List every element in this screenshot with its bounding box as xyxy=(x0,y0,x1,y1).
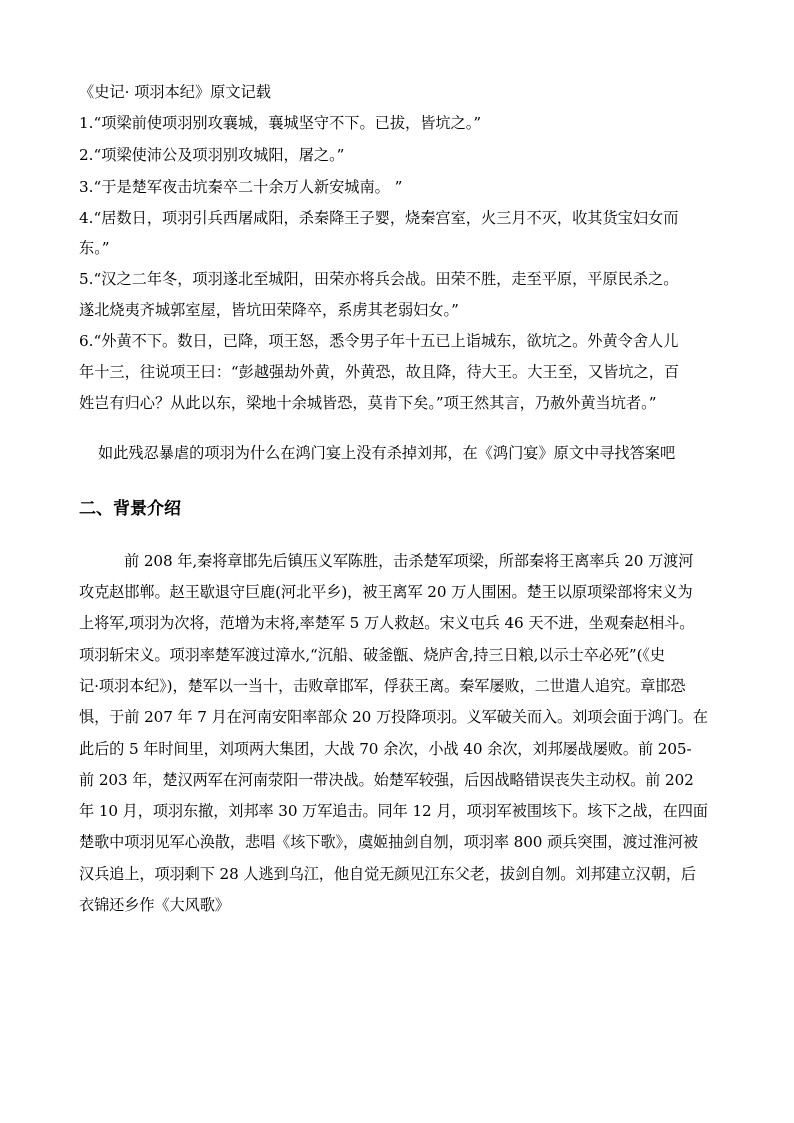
source-title: 《史记· 项羽本纪》原文记载 xyxy=(79,83,271,101)
background-line: 前 203 年，楚汉两军在河南荥阳一带决战。始楚军较强，后因战略错误丧失主动权。前 202 xyxy=(79,771,694,789)
source-item-5-line-2: 遂北烧夷齐城郭室屋，皆坑田荣降卒，系虏其老弱妇女。” xyxy=(79,301,459,319)
background-line: 汉兵追上，项羽剩下 28 人逃到乌江，他自觉无颜见江东父老，拔剑自刎。刘邦建立汉朝，后 xyxy=(79,865,696,883)
background-line: 此后的 5 年时间里，刘项两大集团，大战 70 余次，小战 40 余次，刘邦屡战屡败。前 205- xyxy=(79,740,692,758)
source-item-4-line-2: 东。” xyxy=(79,239,110,257)
background-line: 楚歌中项羽见军心涣散，悲唱《垓下歌》，虞姬抽剑自刎，项羽率 800 顽兵突围，渡过淮河被 xyxy=(79,833,698,851)
source-item-5-line-1: 5.“汉之二年冬，项羽遂北至城阳，田荣亦将兵会战。田荣不胜，走至平原，平原民杀之。 xyxy=(79,270,679,288)
background-line: 年 10 月，项羽东撤，刘邦率 30 万军追击。同年 12 月，项羽军被围垓下。垓下之战，在四面 xyxy=(79,802,708,820)
background-line: 衣锦还乡作《大风歌》 xyxy=(79,896,230,914)
background-line: 上将军,项羽为次将，范增为末将,率楚军 5 万人救赵。宋义屯兵 46 天不进，坐观秦赵相斗。 xyxy=(79,614,695,632)
background-line: 攻克赵邯郸。赵王歇退守巨鹿(河北平乡)，被王离军 20 万人围困。楚王以原项梁部将宋义为 xyxy=(79,583,693,601)
source-item-2: 2.“项梁使沛公及项羽别攻城阳，屠之。” xyxy=(79,146,345,164)
source-item-6-line-1: 6.“外黄不下。数日，已降，项王怒，悉令男子年十五已上诣城东，欲坑之。外黄令舍人儿 xyxy=(79,332,679,350)
source-item-1: 1.“项梁前使项羽别攻襄城，襄城坚守不下。已拔，皆坑之。” xyxy=(79,114,482,132)
section-heading: 二、背景介绍 xyxy=(79,499,181,519)
source-item-4-line-1: 4.“居数日，项羽引兵西屠咸阳，杀秦降王子婴，烧秦宫室，火三月不灭，收其货宝妇女而 xyxy=(79,209,679,227)
source-item-6-line-2: 年十三，往说项王曰：“彭越强劫外黄，外黄恐，故且降，待大王。大王至，又皆坑之，百 xyxy=(79,363,680,381)
question-line: 如此残忍暴虐的项羽为什么在鸿门宴上没有杀掉刘邦，在《鸿门宴》原文中寻找答案吧 xyxy=(98,444,676,462)
source-item-3: 3.“于是楚军夜击坑秦卒二十余万人新安城南。 ” xyxy=(79,178,403,196)
background-line: 记·项羽本纪》)，楚军以一当十，击败章邯军，俘获王离。秦军屡败，二世遣人追究。章邯恐 xyxy=(79,677,686,695)
background-line: 惧，于前 207 年 7 月在河南安阳率部众 20 万投降项羽。义军破关而入。刘项会面于鸿门。在 xyxy=(79,708,708,726)
source-item-6-line-3: 姓岂有归心？从此以东，梁地十余城皆恐，莫肯下矣。”项王然其言，乃赦外黄当坑者。” xyxy=(79,394,657,412)
background-line: 项羽斩宋义。项羽率楚军渡过漳水,“沉船、破釜甑、烧庐舍,持三日粮,以示士卒必死”(《史 xyxy=(79,646,665,664)
background-line: 前 208 年,秦将章邯先后镇压义军陈胜，击杀楚军项梁，所部秦将王离率兵 20 万渡河 xyxy=(124,552,694,570)
